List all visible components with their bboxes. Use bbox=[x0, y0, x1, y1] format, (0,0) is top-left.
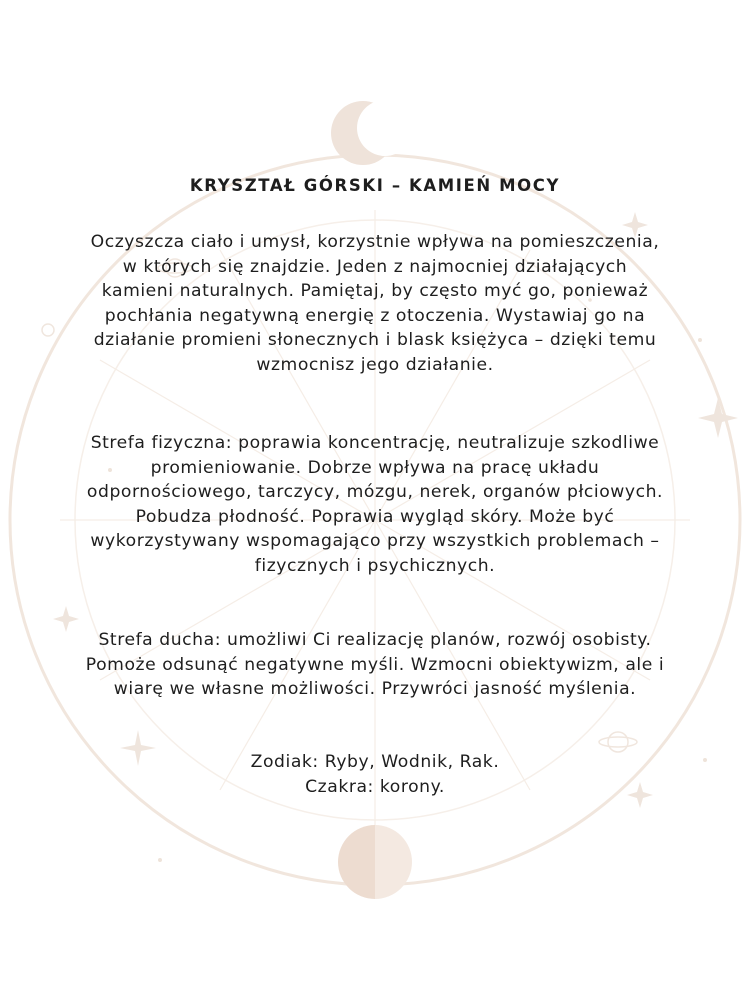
text-line: Pobudza płodność. Poprawia wygląd skóry. Może być bbox=[135, 506, 615, 527]
text-line: fizycznych i psychicznych. bbox=[254, 555, 496, 576]
text-line: wiarę we własne możliwości. Przywróci jasność myślenia. bbox=[113, 679, 637, 699]
text-line: wykorzystywany wspomagająco przy wszystkich problemach – bbox=[90, 531, 660, 551]
zodiac-line: Zodiak: Ryby, Wodnik, Rak. bbox=[250, 752, 500, 772]
page-title: KRYSZTAŁ GÓRSKI – KAMIEŃ MOCY bbox=[189, 176, 561, 195]
text-line: Strefa ducha: umożliwi Ci realizację planów, rozwój osobisty. bbox=[98, 630, 652, 650]
text-line: wzmocnisz jego działanie. bbox=[256, 354, 494, 375]
text-line: kamieni naturalnych. Pamiętaj, by często myć go, ponieważ bbox=[101, 281, 649, 301]
text-line: pochłania negatywną energię z otoczenia. Wystawiaj go na bbox=[104, 305, 646, 326]
physical-sphere-paragraph bbox=[20, 431, 730, 578]
spirit-sphere-paragraph bbox=[20, 628, 730, 702]
chakra-line: Czakra: korony. bbox=[305, 776, 445, 797]
description-paragraph bbox=[20, 230, 730, 377]
text-line: promieniowanie. Dobrze wpływa na pracę układu bbox=[150, 457, 600, 478]
zodiac-chakra-paragraph bbox=[20, 750, 730, 799]
text-line: Strefa fizyczna: poprawia koncentrację, neutralizuje szkodliwe bbox=[90, 433, 660, 453]
half-moon-icon bbox=[338, 825, 412, 899]
text-line: odpornościowego, tarczycy, mózgu, nerek, organów płciowych. bbox=[86, 482, 664, 502]
text-line: Pomoże odsunąć negatywne myśli. Wzmocni obiektywizm, ale i bbox=[85, 654, 665, 675]
text-line: Oczyszcza ciało i umysł, korzystnie wpływa na pomieszczenia, bbox=[90, 232, 660, 252]
text-line: w których się znajdzie. Jeden z najmocniej działających bbox=[122, 256, 628, 277]
text-line: działanie promieni słonecznych i blask księżyca – dzięki temu bbox=[93, 330, 657, 350]
